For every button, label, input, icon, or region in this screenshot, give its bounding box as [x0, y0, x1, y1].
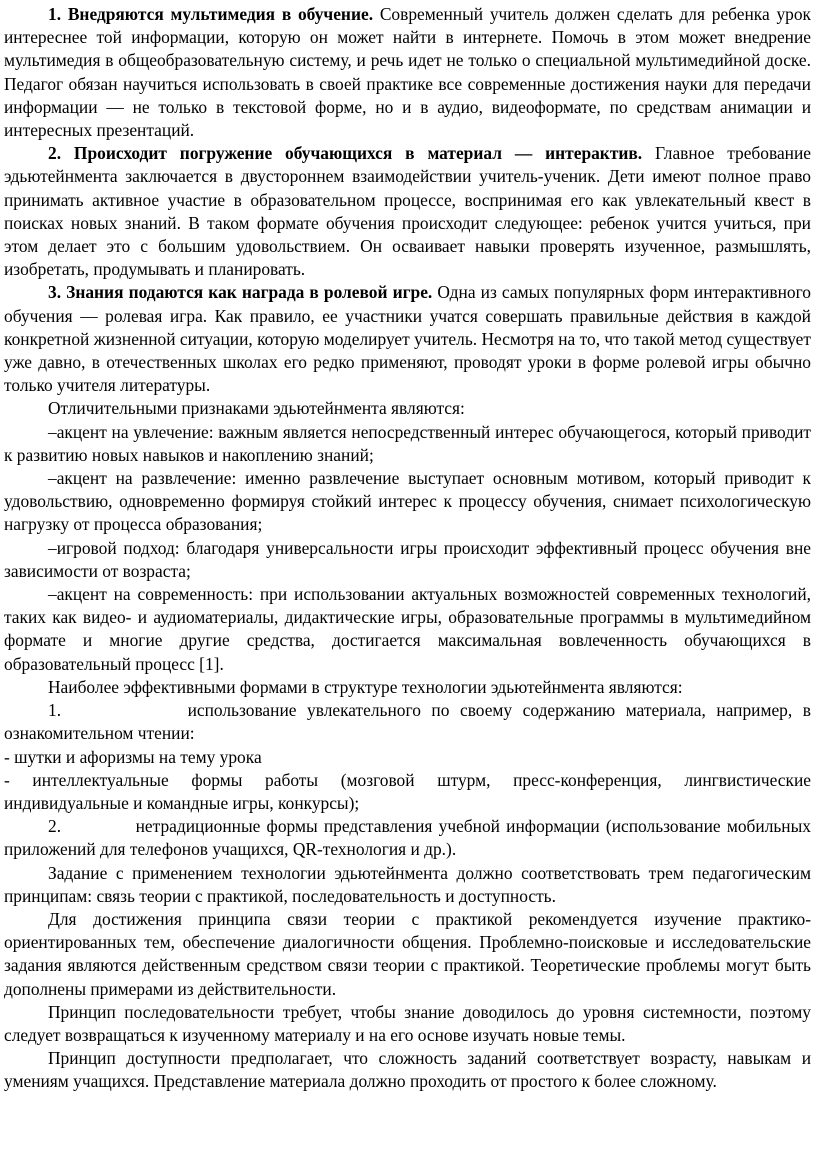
paragraph-heading: 1. Внедряются мультимедия в обучение. [48, 4, 374, 24]
list-item-entertainment: –акцент на развлечение: именно развлечение выступает основным мотивом, который приводит к удовольствию, одновременно формируя стойкий интерес к процессу обучения, снимает психологическую нагрузку от процесса образования; [4, 468, 811, 535]
sub-item-intellectual: - интеллектуальные формы работы (мозговой штурм, пресс-конференция, лингвистические индивидуальные и командные игры, конкурсы); [4, 769, 811, 813]
numbered-item-2: 2. нетрадиционные формы представления учебной информации (использование мобильных приложений для телефонов учащихся, QR-технология и др.). [4, 816, 811, 860]
paragraph-interactive [4, 142, 811, 281]
paragraph-heading: 2. Происходит погружение обучающихся в материал — интерактив. [48, 143, 643, 164]
list-item-modernity: –акцент на современность: при использовании актуальных возможностей современных технологий, таких как видео- и аудиоматериалы, дидактические игры, образовательные программы в мультимедийном формате и многие другие средства, достигается максимальная вовлеченность обучающихся в образовательный процесс [1]. [4, 584, 811, 674]
paragraph-sequence: Принцип последовательности требует, чтобы знание доводилось до уровня системности, поэтому следует возвращаться к изученному материалу и на его основе изучать новые темы. [4, 1001, 811, 1045]
paragraph-text: Главное требование эдьютейнмента заключается в двустороннем взаимодействии учитель-ученик. Дети имеют полное право принимать активное участие в образовательном процессе, воспринимая его как увлекательный квест в поисках новых знаний. В таком формате обучения происходит следующее: ребенок учится учиться, при этом делает это с большим удовольствием. Он осваивает навыки проверять изученное, размышлять, изобретать, продумывать и планировать. [4, 143, 811, 280]
paragraph-text: Одна из самых популярных форм интерактивного обучения — ролевая игра. Как правило, ее участники учатся совершать правильные действия в каждой конкретной жизненной ситуации, которую моделирует учитель. Несмотря на то, что такой метод существует уже давно, в отечественных школах его редко применяют, проводят уроки в форме ролевой игры обычно только учителя литературы. [4, 282, 812, 396]
paragraph-task-principles: Задание с применением технологии эдьютейнмента должно соответствовать трем педагогическим принципам: связь теории с практикой, последовательность и доступность. [4, 862, 811, 906]
paragraph-multimedia [4, 3, 811, 142]
paragraph-forms-intro: Наиболее эффективными формами в структуре технологии эдьютейнмента являются: [48, 676, 683, 697]
paragraph-role-play [4, 281, 811, 397]
list-item-game-approach: –игровой подход: благодаря универсальности игры происходит эффективный процесс обучения вне зависимости от возраста; [4, 537, 811, 581]
sub-item-jokes: - шутки и афоризмы на тему урока [4, 746, 262, 767]
list-item-passion: –акцент на увлечение: важным является непосредственный интерес обучающегося, который приводит к развитию новых навыков и накоплению знаний; [4, 421, 811, 465]
paragraph-theory-practice: Для достижения принципа связи теории с практикой рекомендуется изучение практико-ориентированных тем, обеспечение диалогичности общения. Проблемно-поисковые и исследовательские задания являются действенным средством связи теории с практикой. Теоретические проблемы могут быть дополнены примерами из действительности. [4, 908, 811, 999]
numbered-item-1: 1. использование увлекательного по своему содержанию материала, например, в ознакомительном чтении: [4, 700, 811, 744]
paragraph-heading: 3. Знания подаются как награда в ролевой игре. [48, 282, 433, 303]
paragraph-text: Современный учитель должен сделать для ребенка урок интереснее той информации, которую он может найти в интернете. Помочь в этом может внедрение мультимедия в общеобразовательную систему, и речь идет не только о специальной мультимедийной доске. Педагог обязан научиться использовать в своей практике все современные достижения науки для передачи информации — не только в текстовой форме, но и в аудио, видеоформате, по средствам анимации и интересных презентаций. [4, 4, 811, 141]
paragraph-features-intro: Отличительными признаками эдьютейнмента являются: [48, 398, 465, 419]
paragraph-accessibility: Принцип доступности предполагает, что сложность заданий соответствует возрасту, навыкам и умениям учащихся. Представление материала должно проходить от простого к более сложному. [4, 1048, 811, 1092]
